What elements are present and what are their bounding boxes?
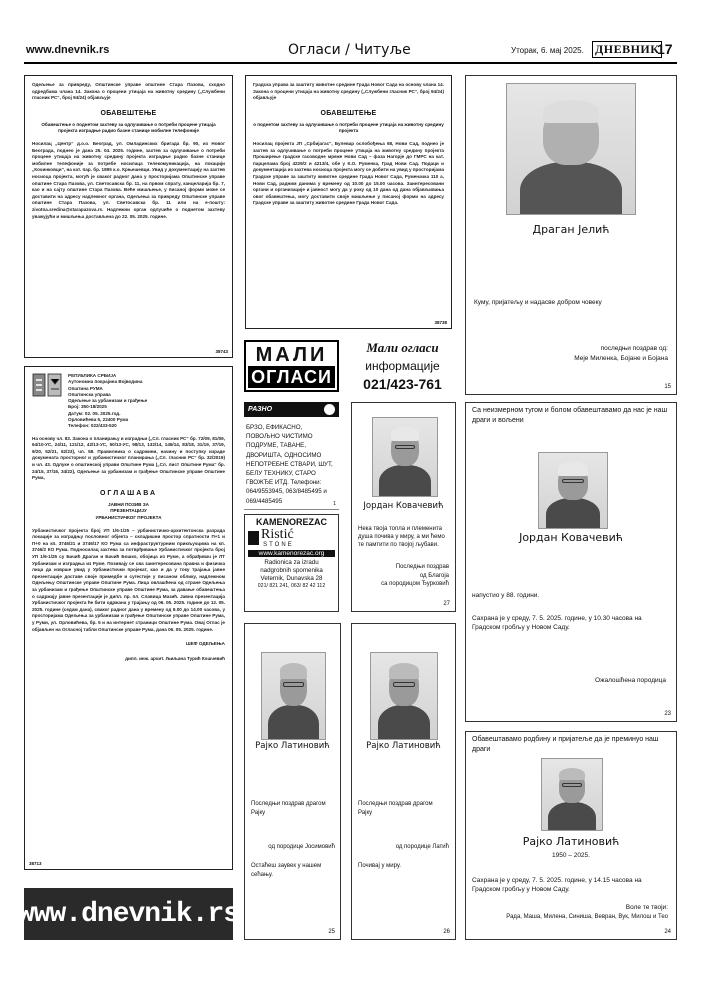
- obituary-jordan-big: [465, 402, 677, 722]
- obituary-text: Нека твоја топла и племенита душа почива у миру, а ми ћемо те памтити по твојој љубави.: [358, 526, 445, 548]
- deceased-name: Рајко Латиновић: [255, 741, 330, 751]
- header-rule: [24, 62, 677, 64]
- portrait-photo: [541, 758, 603, 831]
- mali-title: Мали огласи: [366, 340, 439, 355]
- signature: Меје Миленка, Бојане и Бојана: [574, 355, 668, 362]
- kamen-brand2: STONE: [263, 542, 294, 548]
- kamen-top: KAMENOREZAC: [256, 517, 327, 527]
- kamen-line: Radionica za izradu: [264, 559, 319, 566]
- signature: Рада, Маша, Милена, Синиша, Вевран, Вук, Милош и Тео: [506, 914, 668, 920]
- mali-info: информације: [365, 359, 440, 373]
- kamen-web[interactable]: www.kamenorezac.org: [248, 550, 335, 557]
- kamenorezac-ad: [244, 514, 339, 612]
- notice-header-line: Аутономна покрајина Војводина: [68, 379, 143, 385]
- kamen-brand: Ristić: [261, 527, 294, 542]
- obituary-text: Куму, пријатељу и надасве добром човеку: [474, 299, 602, 306]
- issue-date: Уторак, 6. мај 2025.: [511, 46, 584, 55]
- ad-code: 38738: [434, 320, 447, 325]
- obituary-rajko-3: [465, 731, 677, 940]
- notice-body: Носилац пројекта ЈП „Србијагас“, Булевар ослобођења 68, Нови Сад, поднео је захтев за одлучивање о потреби процене утицаја на животну средину пројекта Проширење градске гасоводне мреже Нови Сад – фаза Нагорје до ГМРС на кат. парцелама број 4229/2 и 4213/4, обе у К.О. Руменка, Град Нови Сад. Подаци и документација из захтева носиоца пројекта могу се добити на увид у просторијама Градске управе за заштиту животне средине Града Новог Сада, Руменачка 110 а, Нови Сад, радним данима у времену од 10.00 до 15.00 часова. Заинтересовани органи и организације и јавност могу да у року од 10 дана од дана објављивања овог обавештења, могу доставити своје мишљење у писаној форми на адресу Градске управе за заштиту животне средине Града Новог Сада.: [253, 140, 445, 206]
- deceased-name: Драган Јелић: [532, 223, 610, 236]
- notice-header-line: Телефон: 022/433-520: [68, 423, 117, 429]
- notice-header-line: Општинска управа: [68, 391, 111, 397]
- obituary-text: Сахрана је у среду, 7. 5. 2025. године, у 10.30 часова на Градском гробљу у Новом Саду.: [472, 615, 642, 631]
- razno-label: РАЗНО: [248, 406, 273, 413]
- notice-ruma: [24, 366, 233, 870]
- razno-text: БРЗО, ЕФИКАСНО, ПОВОЉНО ЧИСТИМО ПОДРУМЕ, ТАВАНЕ, ДВОРИШТА, ОДНОСИМО НЕПОТРЕБНЕ СТВАРИ, ШУТ, БЕЛУ ТЕХНИКУ, СТАРО ГВОЖЂЕ ИТД. Телефони: 064/9553945, 063/8485495 и 069/4485495: [246, 424, 333, 505]
- signature-line: од Благоја: [419, 572, 449, 579]
- notice-header-line: Датум: 02. 05. 2025.год.: [68, 410, 121, 416]
- portrait-photo: [261, 652, 326, 740]
- kamen-phone: 021/ 821 241, 063/ 82 42 112: [257, 583, 326, 589]
- ad-number: 24: [664, 929, 671, 935]
- deceased-name: Јордан Ковачевић: [519, 531, 623, 544]
- obituary-text: Сахрана је у среду, 7. 5. 2025. године, у 14.15 часова на Градском гробљу у Новом Саду.: [472, 877, 642, 893]
- portrait-photo: [372, 417, 438, 497]
- site-url[interactable]: www.dnevnik.rs: [26, 44, 110, 56]
- notice-intro: Одељење за привреду, Општинске управе општине Стара Пазова, сходно одредбама члана 14. Закона о процени утицаја на животну средину („Службени гласник РС“, број 94/24) објављује: [32, 82, 225, 101]
- kamen-line: nadgrobnih spomenika: [260, 567, 323, 574]
- ad-number: 23: [664, 711, 671, 717]
- obituary-intro: Са неизмерном тугом и болом обавештавамо да нас је наш драги и вољени: [472, 407, 668, 424]
- notice-body: Урбанистичког пројекта број УП 1/6-1/25 – урбанистичко-архитектонска разрада локације за изградњу пословног објекта – складишни простор спратности П+1 и П+0 на кп. 3746/21 и 3746/17 КО Рума са инфраструктурним прикључцима на кп. 3746/2 КО Рума. Подносилац захтева за потврђивање Урбанистичког пројекта број УП 1/6-1/25 су Бачић Драган и Бачић Бошко, обојица из Руме, а обрађивач је ЛТ Урбанизам и изградња из Руме. Позивају се сва заинтересована правна и физичка лица да изврше увид у Урбанистички пројекат, као и да у току трајања јавне презентације доставе своје примедбе и сугестије у писаном облику, надлежном Одељењу Општинске управе Општине Рума. Лица овлашћена од стране Одељења за урбанизам и грађење Општинске управе Општине Рума, за давање обавештења о садржају јавне презентације је дипл. пр. пл. Славица Мазић. Јавна презентација Урбанистичког пројекта ће бити одржана у трајању од 06. 05. 2025. године до 12. 05. 2025. године (седам дана), сваког радног дана у времену од 9.00 до 14.00 часова, у просторијама Одељења за урбанизам и грађење Општинске управе Општине Рума, у Руми, ул. Орловићева, бр. 5 и на интернет страници Општине Рума. Овај Оглас је објављен на Огласној табли Општинске управе Рума, дана 06. 05. 2025. године.: [32, 527, 225, 632]
- notice-stara-pazova: [24, 75, 233, 358]
- deceased-name: Јордан Ковачевић: [363, 501, 444, 511]
- ad-code: 38713: [29, 861, 42, 866]
- portrait-photo: [506, 83, 636, 215]
- notice-intro: Градска управа за заштиту животне средине Града Новог Сада на основу члана 14. Закона о процени утицаја на животну средину („Службени гласник РС“, број 94/24) објављује: [253, 82, 444, 101]
- notice-header-line: Орловићева 5, 22400 Рума: [68, 417, 129, 423]
- coat-of-arms-icon: [32, 373, 62, 399]
- notice-subtitle: ЈАВНИ ПОЗИВ ЗА: [108, 501, 149, 507]
- signature-line: Последњи поздрав: [395, 564, 449, 570]
- obituary-text: напустио у 88. години.: [472, 592, 540, 599]
- signature-label: последњи поздрав од:: [600, 345, 668, 352]
- notice-header-line: Одељење за урбанизам и грађење: [68, 398, 148, 404]
- notice-novi-sad: [245, 75, 452, 329]
- obituary-rajko-1: [244, 623, 341, 940]
- kamen-line: Veternik, Dunavska 28: [260, 575, 323, 582]
- notice-title: ОБАВЕШТЕЊЕ: [320, 109, 377, 117]
- ad-number: 25: [328, 929, 335, 935]
- footer-site-banner[interactable]: [17, 888, 240, 940]
- newspaper-logo: ДНЕВНИК: [592, 41, 662, 58]
- deceased-name: Рајко Латиновић: [522, 835, 620, 848]
- signature-line: са породицом Ђурковић: [381, 581, 449, 587]
- deceased-name: Рајко Латиновић: [366, 741, 441, 751]
- signature-name: дипл. инж. архит. Љиљана Турић Кошчевић: [125, 655, 225, 661]
- portrait-photo: [370, 652, 438, 740]
- stone-icon: [248, 531, 259, 545]
- ad-number: 27: [443, 601, 450, 607]
- obituary-intro: Обавештавамо родбину и пријатеље да је преминуо наш драги: [472, 736, 659, 753]
- ad-number: 26: [443, 929, 450, 935]
- razno-ad: [244, 420, 339, 510]
- notice-body: Носилац „Центр“ д.о.о. Београд, ул. Омладинских бригада бр. 90, из Новог Београда, поднео је дана 25. 04. 2025. године, захтев за одлучивање о потреби процене утицаја на животну средину пројекта изградње радио базне станице мобилне телефоније за потребе носилаца телекомуникација, на локацији „Кочинковци“, на кат. пар. бр. 1895 к.о. Крњешевци. Увид у документацију на захтев носиоца пројекта, могућ је сваког радног дана у просторијама Општинске управе општине Стара Пазова, ул. Светосавска бр. 11, на првом спрату, канцеларија бр. 7, као и на сајту општине Стара Пазова. Веће мишљење, у писаној форми може се доставити на адресу надлежног органа, Одељења за привреду Општинске управе општине Стара Пазова, ул. Светосавска бр. 11 или на е-пошту: zivotna.sredina@starapazova.rs. Надлежни орган одлучиће о поднетом захтеву уважујући и мишљења достављена до 22. 05. 2025. године.: [32, 140, 225, 219]
- footer-site-url: www.dnevnik.rs: [17, 898, 240, 930]
- portrait-photo: [538, 452, 608, 529]
- obituary-rajko-2: [351, 623, 456, 940]
- ad-code: 38743: [215, 349, 228, 354]
- signature: од породице Латић: [395, 844, 449, 850]
- notice-title: ОБАВЕШТЕЊЕ: [100, 109, 157, 117]
- razno-bar: [244, 402, 339, 417]
- notice-intro: На основу чл. 83. Закона о планирању и изградњи („Сл. гласник РС“ бр. 72/09, 81/09, 64/10-УС, 24/11, 121/12, 42/13-УС, 50/13-УС, 98/13, 132/14, 145/14, 83/18, 31/19, 37/19, 9/20, 52/21, 62/23), чл. 58. Правилника о садржини, начину и поступку израде докумената просторног и урбанистичког планирања („Сл. гласник РС“ бр. 32/2019) и чл. 43. Одлуке о општинској управи Општине Рума („Сл. лист Општине Рума“ бр. 24/15, 37/16, 34/22), Одељење за урбанизам и грађење Општинске управе Општине Рума,: [32, 435, 225, 481]
- obituary-text: Остаћеш заувек у нашем сећању.: [251, 863, 322, 878]
- mali-oglasi-info: [350, 340, 455, 392]
- notice-header-line: Општина РУМА: [68, 385, 103, 391]
- signature: Ожалошћена породица: [595, 677, 666, 684]
- notice-header-line: РЕПУБЛИКА СРБИЈА: [68, 373, 117, 378]
- obituary-text: Последњи поздрав драгом Рајку: [358, 801, 433, 816]
- mali-oglasi-logo: [244, 340, 339, 392]
- obituary-jordan-small: [351, 402, 456, 612]
- notice-subtitle: УРБАНИСТИЧКОГ ПРОЈЕКТА: [95, 515, 162, 521]
- ad-code: 1: [333, 501, 336, 507]
- logo-line-1: МАЛИ: [255, 344, 328, 366]
- obituary-dragan: [465, 75, 677, 395]
- logo-line-2: ОГЛАСИ: [248, 366, 335, 388]
- section-title: Огласи / Читуље: [288, 42, 411, 58]
- notice-subtitle: о поднетом захтеву за одлучивање о потреби процене утицаја на животну средину пројекта: [253, 121, 444, 134]
- signature-label: Воле те твоји:: [625, 904, 668, 911]
- signature: [381, 563, 449, 589]
- signature-title: ШЕФ ОДЕЉЕЊА: [185, 641, 225, 647]
- ad-number: 15: [664, 384, 671, 390]
- signature: од породице Јосимовић: [268, 844, 335, 850]
- page-number: 17: [657, 41, 673, 57]
- notice-subtitle: ПРЕЗЕНТАЦИЈУ: [110, 508, 147, 514]
- obituary-text: Почивај у миру.: [358, 863, 401, 869]
- notice-title: ОГЛАШАВА: [99, 489, 158, 497]
- notice-header-line: Број: 350-18/2025: [68, 404, 107, 410]
- obituary-text: Последњи поздрав драгом Рајку: [251, 801, 326, 816]
- mali-phone[interactable]: 021/423-761: [363, 376, 442, 392]
- life-years: 1950 – 2025.: [552, 852, 590, 859]
- razno-icon: [324, 404, 335, 415]
- notice-subtitle: Обавештење о поднетом захтеву за одлучивање о потреби процене утицаја пројекта изградње радио базне станице мобилне телефоније: [41, 121, 216, 134]
